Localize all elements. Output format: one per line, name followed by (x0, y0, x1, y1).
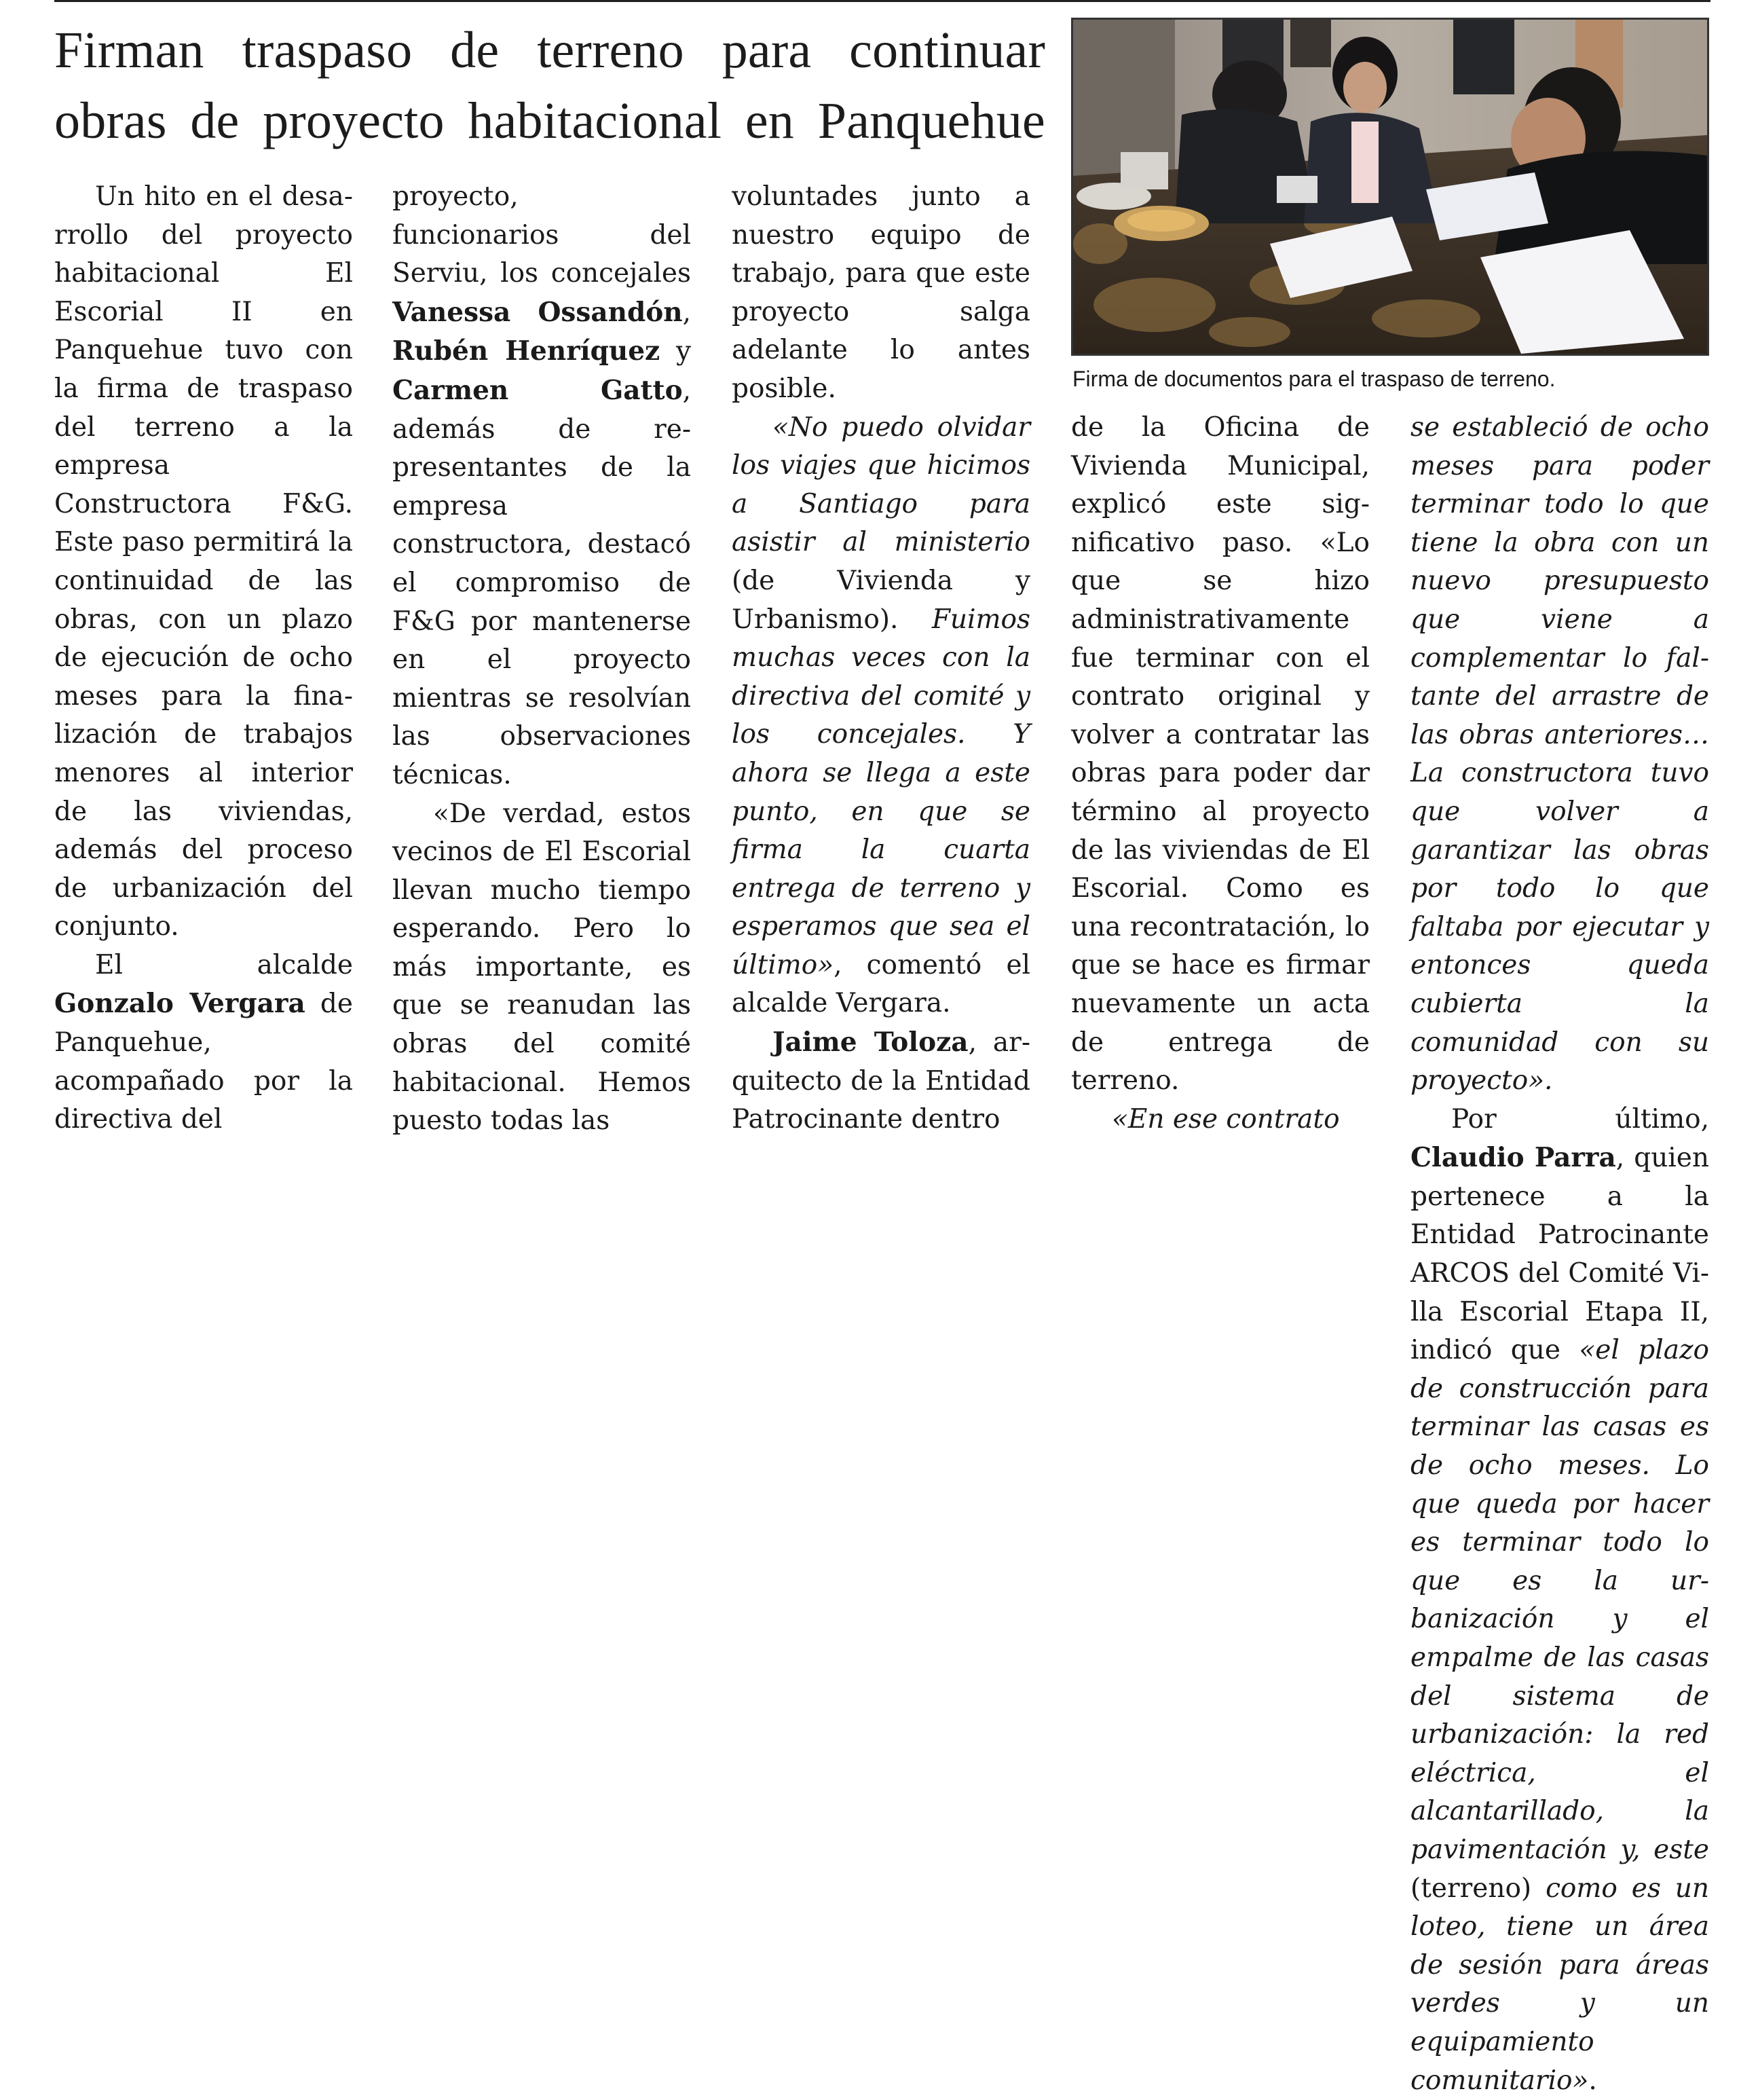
paragraph-5 (732, 1023, 1030, 1139)
text-run: El alcalde (95, 949, 353, 980)
name-gonzalo-vergara: Gonzalo Vergara (54, 988, 305, 1020)
quote-text: se estableció de ocho meses para poder terminar todo lo que tiene la obra con un nuevo presupuesto que viene a complementar lo faltante del arrastre de las obras anteriores… La constructora tuvo que volver a garantizar las obras por todo lo que faltaba por ejecutar y entonces queda cubierta la comunidad con su proyecto». (1410, 412, 1709, 1097)
headline: Firman traspaso de terreno para continuar obras de proyecto habitacional en Panquehue (54, 22, 1045, 149)
text-run: «De verdad, estos vecinos de El Escorial llevan mucho tiempo esperando. Pero lo más importante, es que se reanudan las obras del comité habitacional. Hemos puesto todas las (392, 798, 691, 1137)
text-run: Por último, (1451, 1103, 1709, 1135)
text-run: de Panquehue, acompañado por la directiva del (54, 989, 353, 1135)
text-run: , además de representantes de la empresa constructora, destacó el compromiso de F&G por mantenerse en el proyecto mientras se resolvían las observaciones técnicas. (392, 375, 691, 790)
text-run: , comentó el alcalde Vergara. (732, 949, 1030, 1019)
column-1 (54, 178, 353, 1139)
paragraph-2-start (54, 946, 353, 1139)
paragraph-6-continued (1410, 409, 1709, 1101)
quote-text: «No puedo olvidar los viajes que hicimos a Santiago para asistir al ministerio (732, 411, 1030, 558)
photo-signing-scene (1073, 20, 1707, 354)
paragraph-5-continued (1071, 409, 1370, 1101)
article-photo (1071, 18, 1709, 356)
text-run: , (682, 297, 691, 328)
text-run: Un hito en el desarrollo del proyecto habitacional El Escorial II en Panquehue tuvo con la firma de traspaso del terreno a la empresa Constructora F&G. Este paso permitirá la continuidad de las obras, con un plazo de ejecución de ocho meses para la finalización de trabajos menores al interior de las viviendas, además del proceso de urbanización del conjunto. (54, 181, 353, 942)
photo-caption: Firma de documentos para el traspaso de terreno. (1072, 367, 1556, 391)
paragraph-3-continued (732, 178, 1030, 409)
text-run: (de Vivienda y Urbanismo). (732, 565, 1030, 635)
text-run: . (1588, 2065, 1597, 2096)
name-claudio-parra: Claudio Parra (1410, 1142, 1616, 1174)
paragraph-3 (392, 795, 691, 1141)
text-run: voluntades junto a nuestro equipo de trabajo, para que este proyecto salga adelante lo antes posible. (732, 181, 1030, 404)
paragraph-6 (1071, 1101, 1370, 1139)
text-run: de la Oficina de Vivienda Municipal, explicó este significativo paso. «Lo que se hizo administrativamente fue terminar con el contrato original y volver a contratar las obras para poder dar término al proyecto de las viviendas de El Escorial. Como es una recontratación, lo que se hace es firmar nuevamente un acta de entrega de terreno. (1071, 412, 1370, 1097)
column-3 (732, 178, 1030, 1139)
top-rule (54, 0, 1710, 2)
column-5 (1410, 409, 1709, 2100)
text-run: y (660, 336, 691, 367)
column-4 (1071, 409, 1370, 1139)
paragraph-2-start-continued (392, 178, 691, 795)
column-2 (392, 178, 691, 1141)
name-jaime-toloza: Jaime Toloza (772, 1027, 969, 1058)
quote-text: como es un loteo, tiene un área de sesión para áreas verdes y un equipamiento comunitario» (1410, 1873, 1709, 2096)
text-run: (terreno) (1410, 1873, 1546, 1904)
paragraph-1 (54, 178, 353, 946)
text-run: , quien pertenece a la Entidad Patrocinante ARCOS del Comité Villa Escorial Etapa II, indicó que (1410, 1143, 1709, 1366)
text-run: , arquitecto de la Entidad Patrocinante dentro (732, 1027, 1030, 1135)
quote-text: Fuimos muchas veces con la directiva del comité y los concejales. Y ahora se llega a este punto, en que se firma la cuarta entrega de terreno y esperamos que sea el último» (732, 604, 1030, 980)
name-carmen-gatto: Carmen Gatto (392, 374, 683, 406)
quote-text: «el plazo de construcción para terminar las casas es de ocho meses. Lo que queda por hacer es terminar todo lo que es la urbanización y el empalme de las casas del sistema de urbanización: la red eléctrica, el alcantarillado, la pavimentación y, este (1410, 1335, 1710, 1865)
quote-text: «En ese contrato (1112, 1103, 1340, 1135)
paragraph-7 (1410, 1101, 1709, 2100)
paragraph-4 (732, 409, 1030, 1024)
name-ruben-henriquez: Rubén Henríquez (392, 335, 660, 367)
text-run: proyecto, funcionarios del Serviu, los concejales (392, 181, 691, 289)
name-vanessa-ossandon: Vanessa Ossandón (392, 296, 683, 328)
